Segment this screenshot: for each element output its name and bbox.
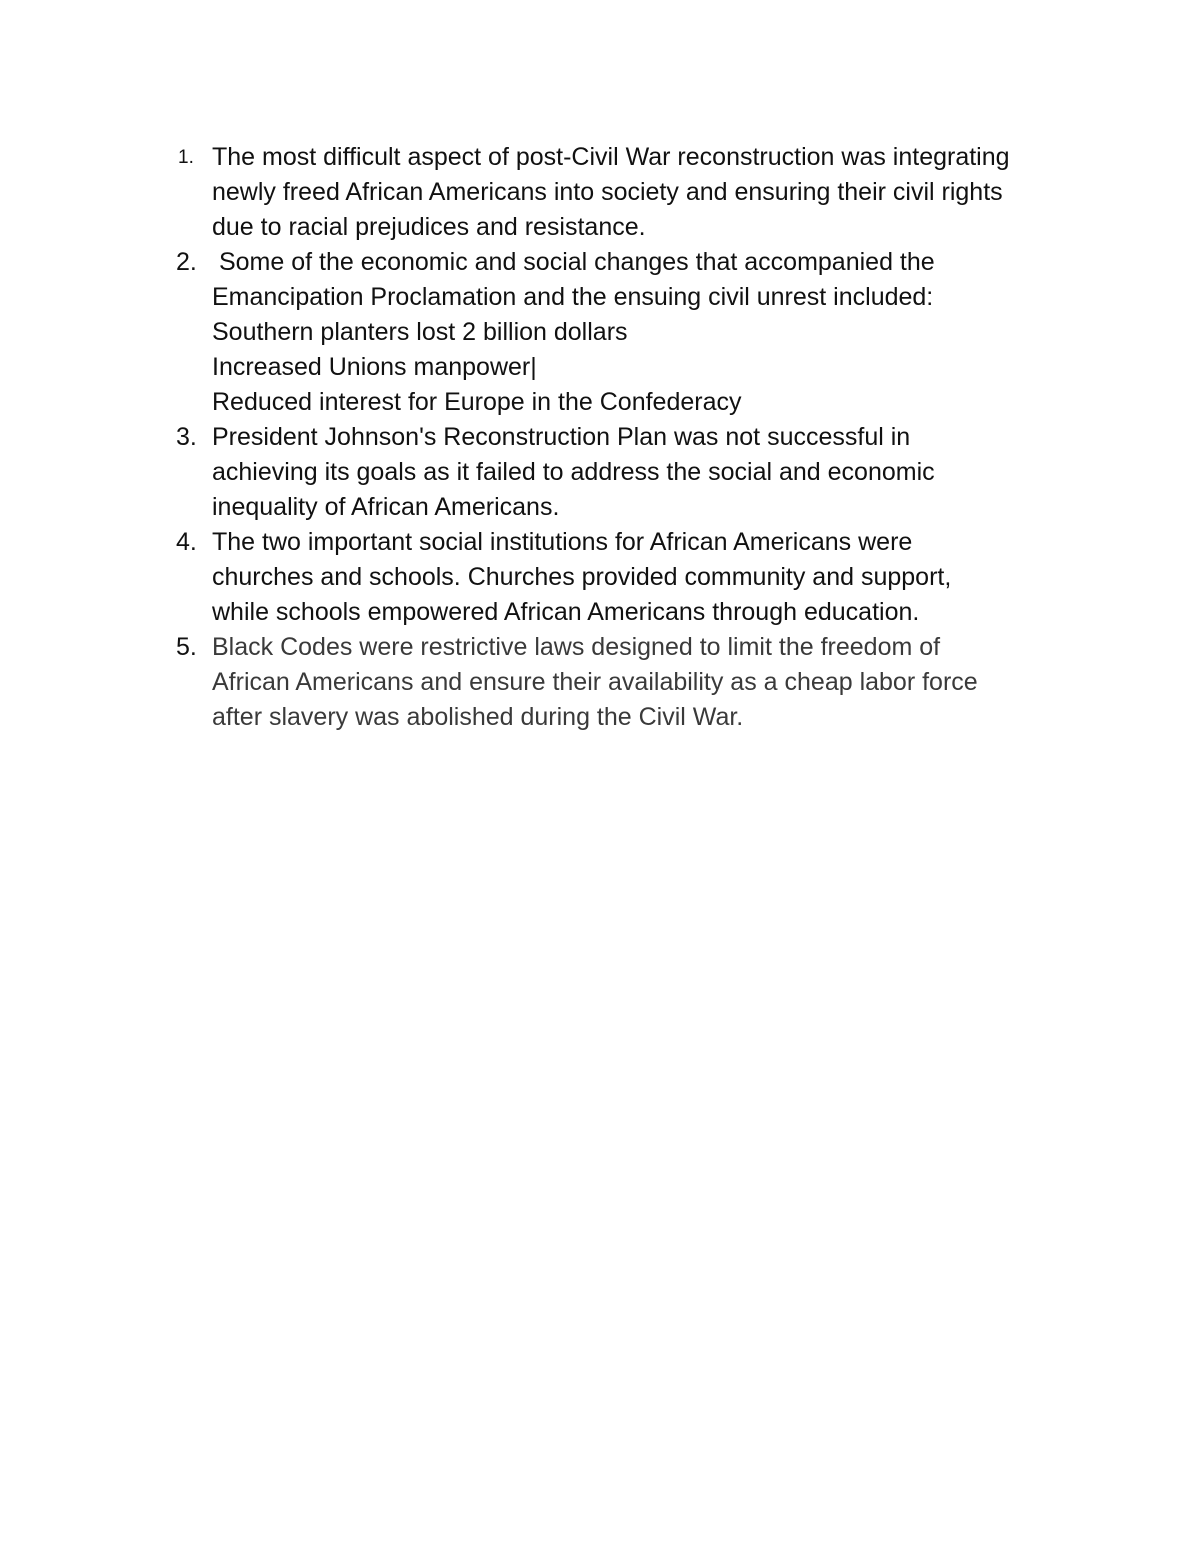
numbered-list [170, 140, 1070, 735]
list-item-text: The two important social institutions for African Americans were [212, 528, 913, 556]
list-item-text: Reduced interest for Europe in the Confederacy [212, 388, 742, 416]
list-item-text: newly freed African Americans into society and ensuring their civil rights [212, 178, 1003, 206]
list-item-text: The most difficult aspect of post-Civil War reconstruction was integrating [212, 143, 1010, 171]
list-number: 2. [176, 248, 197, 276]
list-item-text: President Johnson's Reconstruction Plan was not successful in [212, 423, 911, 451]
list-item-text: due to racial prejudices and resistance. [212, 213, 646, 241]
list-item-text: Black Codes were restrictive laws designed to limit the freedom of [212, 633, 941, 661]
list-number: 5. [176, 633, 197, 661]
list-item-text: achieving its goals as it failed to address the social and economic [212, 458, 935, 486]
list-item-text: Emancipation Proclamation and the ensuing civil unrest included: [212, 283, 934, 311]
list-item-text: after slavery was abolished during the Civil War. [212, 703, 744, 731]
list-number: 1. [178, 147, 194, 168]
list-item-2 [170, 245, 1070, 420]
list-item-text: Some of the economic and social changes that accompanied the [212, 248, 935, 276]
list-item-text: while schools empowered African Americans through education. [212, 598, 920, 626]
list-number: 3. [176, 423, 197, 451]
list-item-text: Southern planters lost 2 billion dollars [212, 318, 628, 346]
list-item-3 [170, 420, 1070, 525]
list-item-text: inequality of African Americans. [212, 493, 560, 521]
list-item-text: churches and schools. Churches provided community and support, [212, 563, 952, 591]
list-item-4 [170, 525, 1070, 630]
list-item-1 [170, 140, 1070, 245]
list-item-text: Increased Unions manpower| [212, 353, 537, 381]
list-number: 4. [176, 528, 197, 556]
list-item-5 [170, 630, 1070, 735]
list-item-text: African Americans and ensure their availability as a cheap labor force [212, 668, 978, 696]
